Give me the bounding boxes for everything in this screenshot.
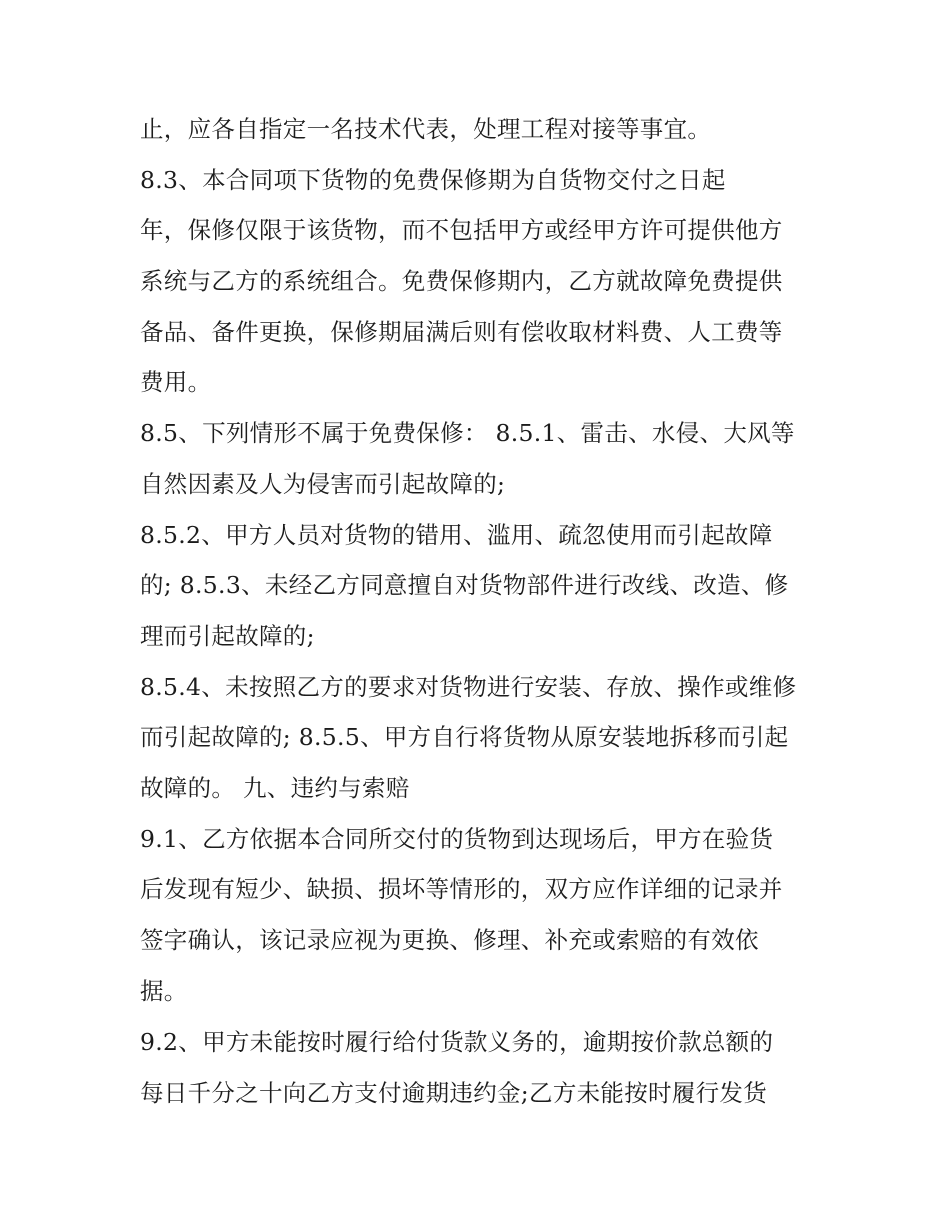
text-line: 9.2、甲方未能按时履行给付货款义务的，逾期按价款总额的 bbox=[140, 1028, 774, 1056]
text-line: 而引起故障的; 8.5.5、甲方自行将货物从原安装地拆移而引起 bbox=[140, 723, 789, 751]
text-line: 8.5.4、未按照乙方的要求对货物进行安装、存放、操作或维修 bbox=[140, 673, 797, 701]
text-line: 费用。 bbox=[140, 368, 212, 396]
text-line: 止，应各自指定一名技术代表，处理工程对接等事宜。 bbox=[140, 115, 712, 143]
text-line: 年，保修仅限于该货物，而不包括甲方或经甲方许可提供他方 bbox=[140, 216, 783, 244]
text-line: 后发现有短少、缺损、损坏等情形的，双方应作详细的记录并 bbox=[140, 875, 783, 903]
text-line: 8.5.2、甲方人员对货物的错用、滥用、疏忽使用而引起故障 bbox=[140, 521, 773, 549]
text-line: 8.3、本合同项下货物的免费保修期为自货物交付之日起 bbox=[140, 166, 726, 194]
text-line: 理而引起故障的; bbox=[140, 622, 315, 650]
text-line: 8.5、下列情形不属于免费保修： 8.5.1、雷击、水侵、大风等 bbox=[140, 419, 795, 447]
text-line: 据。 bbox=[140, 977, 188, 1005]
text-line: 9.1、乙方依据本合同所交付的货物到达现场后，甲方在验货 bbox=[140, 825, 774, 853]
text-line: 系统与乙方的系统组合。免费保修期内，乙方就故障免费提供 bbox=[140, 267, 783, 295]
text-line: 自然因素及人为侵害而引起故障的; bbox=[140, 470, 506, 498]
text-line: 的; 8.5.3、未经乙方同意擅自对货物部件进行改线、改造、修 bbox=[140, 571, 789, 599]
text-line: 签字确认，该记录应视为更换、修理、补充或索赔的有效依 bbox=[140, 926, 759, 954]
text-line: 每日千分之十向乙方支付逾期违约金;乙方未能按时履行发货 bbox=[140, 1079, 768, 1107]
text-line: 备品、备件更换，保修期届满后则有偿收取材料费、人工费等 bbox=[140, 318, 783, 346]
text-line: 故障的。 九、违约与索赔 bbox=[140, 774, 410, 802]
